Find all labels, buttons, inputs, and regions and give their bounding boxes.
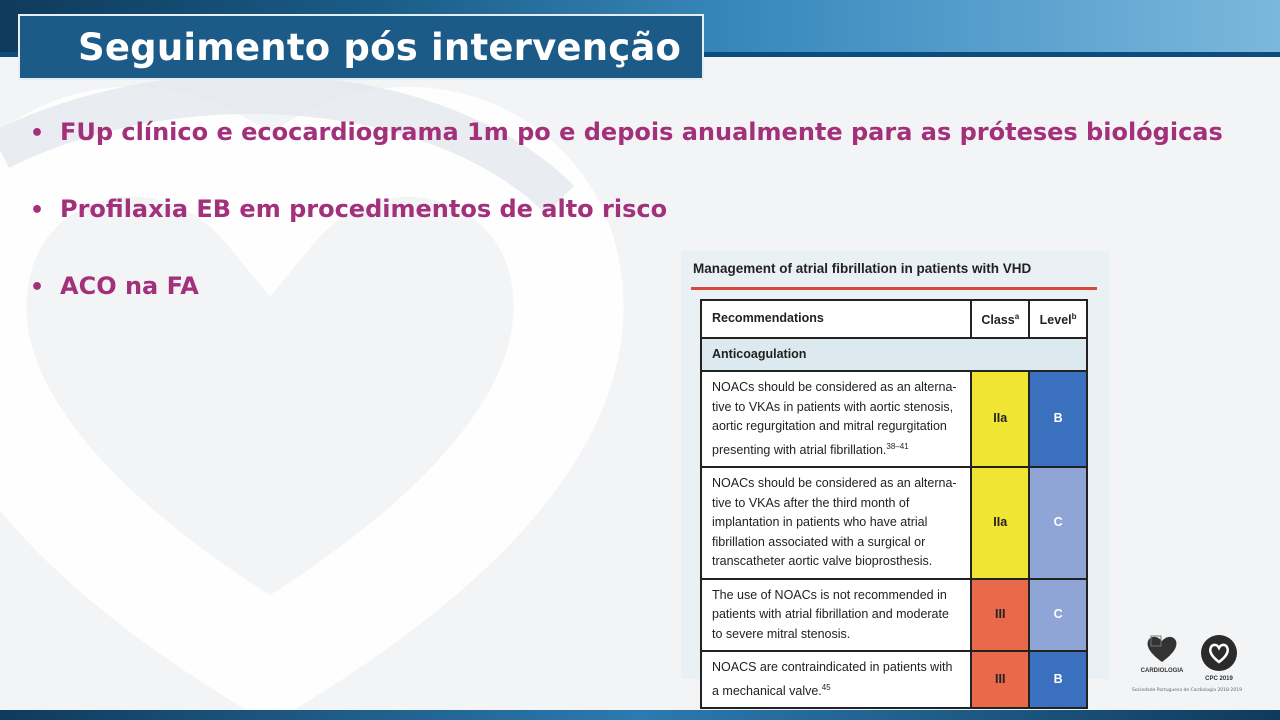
recommendation-text: NOACs should be considered as an alterna-tive to VKAs in patients with aortic stenosis, aortic regurgitation and mitral regurgitation presenting with atrial fibrillation.$^{38-41}$ bbox=[701, 371, 971, 467]
guideline-table-figure bbox=[681, 251, 1109, 698]
bullet-item bbox=[30, 195, 1223, 233]
spc-logo-text: CARDIOLOGIA bbox=[1140, 668, 1184, 674]
bottom-decorative-band bbox=[0, 710, 1280, 720]
cpc-heart-icon bbox=[1200, 634, 1238, 672]
recommendations-table bbox=[700, 299, 1088, 709]
figure-title-rule bbox=[691, 287, 1097, 290]
slide-title: Seguimento pós intervenção bbox=[78, 25, 682, 69]
recommendation-text: NOACs should be considered as an alterna-tive to VKAs after the third month of implantation in patients who have atrial fibrillation associated with a surgical or transcatheter aortic valve bioprosthesis. bbox=[701, 467, 971, 579]
section-row bbox=[701, 338, 1087, 372]
cpc-logo bbox=[1194, 634, 1244, 682]
bullet-dot: • bbox=[30, 275, 45, 300]
bullet-dot: • bbox=[30, 121, 45, 146]
bullet-item bbox=[30, 118, 1223, 156]
class-cell: III bbox=[971, 579, 1029, 652]
table-row bbox=[701, 371, 1087, 467]
table-header-row bbox=[701, 300, 1087, 338]
class-cell: III bbox=[971, 651, 1029, 708]
table-row bbox=[701, 651, 1087, 708]
class-cell: IIa bbox=[971, 467, 1029, 579]
level-cell: B bbox=[1029, 371, 1087, 467]
class-cell: IIa bbox=[971, 371, 1029, 467]
section-label: Anticoagulation bbox=[701, 338, 1087, 372]
footer-logos bbox=[1132, 634, 1258, 696]
table-row bbox=[701, 467, 1087, 579]
spc-logo bbox=[1132, 634, 1192, 674]
level-cell: B bbox=[1029, 651, 1087, 708]
slide-title-box bbox=[18, 14, 704, 80]
recommendation-text: The use of NOACs is not recommended in patients with atrial fibrillation and moderate to severe mitral stenosis. bbox=[701, 579, 971, 652]
bullet-text: ACO na FA bbox=[60, 272, 199, 300]
level-cell: C bbox=[1029, 467, 1087, 579]
bullet-text: Profilaxia EB em procedimentos de alto risco bbox=[60, 195, 668, 223]
recommendation-text: NOACS are contraindicated in patients with a mechanical valve.$^{45}$ bbox=[701, 651, 971, 708]
header-level: Level$^b$ bbox=[1029, 300, 1087, 338]
level-cell: C bbox=[1029, 579, 1087, 652]
cpc-logo-text: CPC 2019 bbox=[1205, 676, 1233, 682]
spc-heart-icon bbox=[1145, 634, 1179, 664]
header-recommendations: Recommendations bbox=[701, 300, 971, 338]
table-row bbox=[701, 579, 1087, 652]
bullet-dot: • bbox=[30, 198, 45, 223]
bullet-text: FUp clínico e ecocardiograma 1m po e depois anualmente para as próteses biológicas bbox=[60, 118, 1223, 146]
figure-title: Management of atrial fibrillation in patients with VHD bbox=[693, 261, 1032, 276]
header-class: Class$^a$ bbox=[971, 300, 1029, 338]
spc-caption: Sociedade Portuguesa de Cardiologia 2018-2019 bbox=[1132, 688, 1242, 693]
